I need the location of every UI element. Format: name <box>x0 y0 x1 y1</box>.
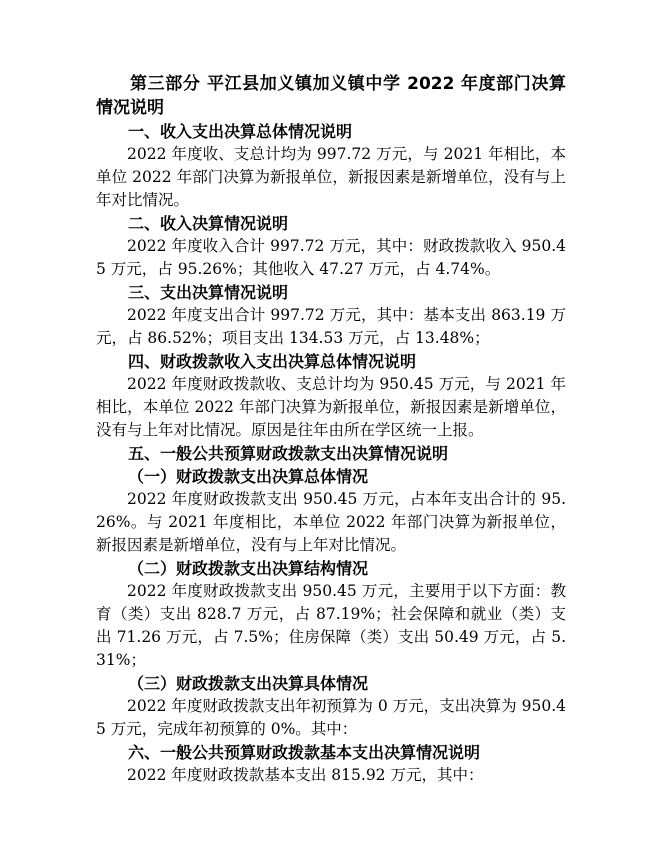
section-paragraph: 2022 年度收入合计 997.72 万元，其中：财政拨款收入 950.45 万元，占 95.26%；其他收入 47.27 万元，占 4.74%。 <box>96 237 566 278</box>
section-heading: （一）财政拨款支出决算总体情况 <box>128 467 369 486</box>
section-heading: （二）财政拨款支出决算结构情况 <box>128 559 369 578</box>
section-heading: 三、支出决算情况说明 <box>128 283 289 302</box>
section-paragraph: 2022 年度财政拨款支出年初预算为 0 万元，支出决算为 950.45 万元，完成年初预算的 0%。其中： <box>96 697 566 738</box>
document-body <box>96 120 566 787</box>
section-paragraph: 2022 年度支出合计 997.72 万元，其中：基本支出 863.19 万元，占 86.52%；项目支出 134.53 万元，占 13.48%； <box>96 306 566 347</box>
section-paragraph: 2022 年度财政拨款收、支总计均为 950.45 万元，与 2021 年相比，本单位 2022 年部门决算为新报单位，新报因素是新增单位，没有与上年对比情况。原因是往年由所在学区统一上报。 <box>96 375 566 439</box>
section-heading: 四、财政拨款收入支出决算总体情况说明 <box>128 352 417 371</box>
section-heading: 五、一般公共预算财政拨款支出决算情况说明 <box>128 444 449 463</box>
section-heading: 二、收入决算情况说明 <box>128 214 289 233</box>
section-paragraph: 2022 年度财政拨款支出 950.45 万元，占本年支出合计的 95.26%。与 2021 年度相比，本单位 2022 年部门决算为新报单位，新报因素是新增单位，没有与上年对比情况。 <box>96 490 566 554</box>
section-heading: （三）财政拨款支出决算具体情况 <box>128 674 369 693</box>
section-paragraph: 2022 年度财政拨款支出 950.45 万元，主要用于以下方面：教育（类）支出 828.7 万元，占 87.19%；社会保障和就业（类）支出 71.26 万元，占 7.5%；住房保障（类）支出 50.49 万元，占 5.31%； <box>96 582 566 669</box>
section-heading: 一、收入支出决算总体情况说明 <box>128 122 353 141</box>
section-heading: 六、一般公共预算财政拨款基本支出决算情况说明 <box>128 743 481 762</box>
section-paragraph: 2022 年度收、支总计均为 997.72 万元，与 2021 年相比，本单位 2022 年部门决算为新报单位，新报因素是新增单位，没有与上年对比情况。 <box>96 145 566 209</box>
document-title: 第三部分 平江县加义镇加义镇中学 2022 年度部门决算情况说明 <box>96 74 566 118</box>
document-page <box>96 72 566 787</box>
section-paragraph: 2022 年度财政拨款基本支出 815.92 万元，其中： <box>127 766 484 784</box>
